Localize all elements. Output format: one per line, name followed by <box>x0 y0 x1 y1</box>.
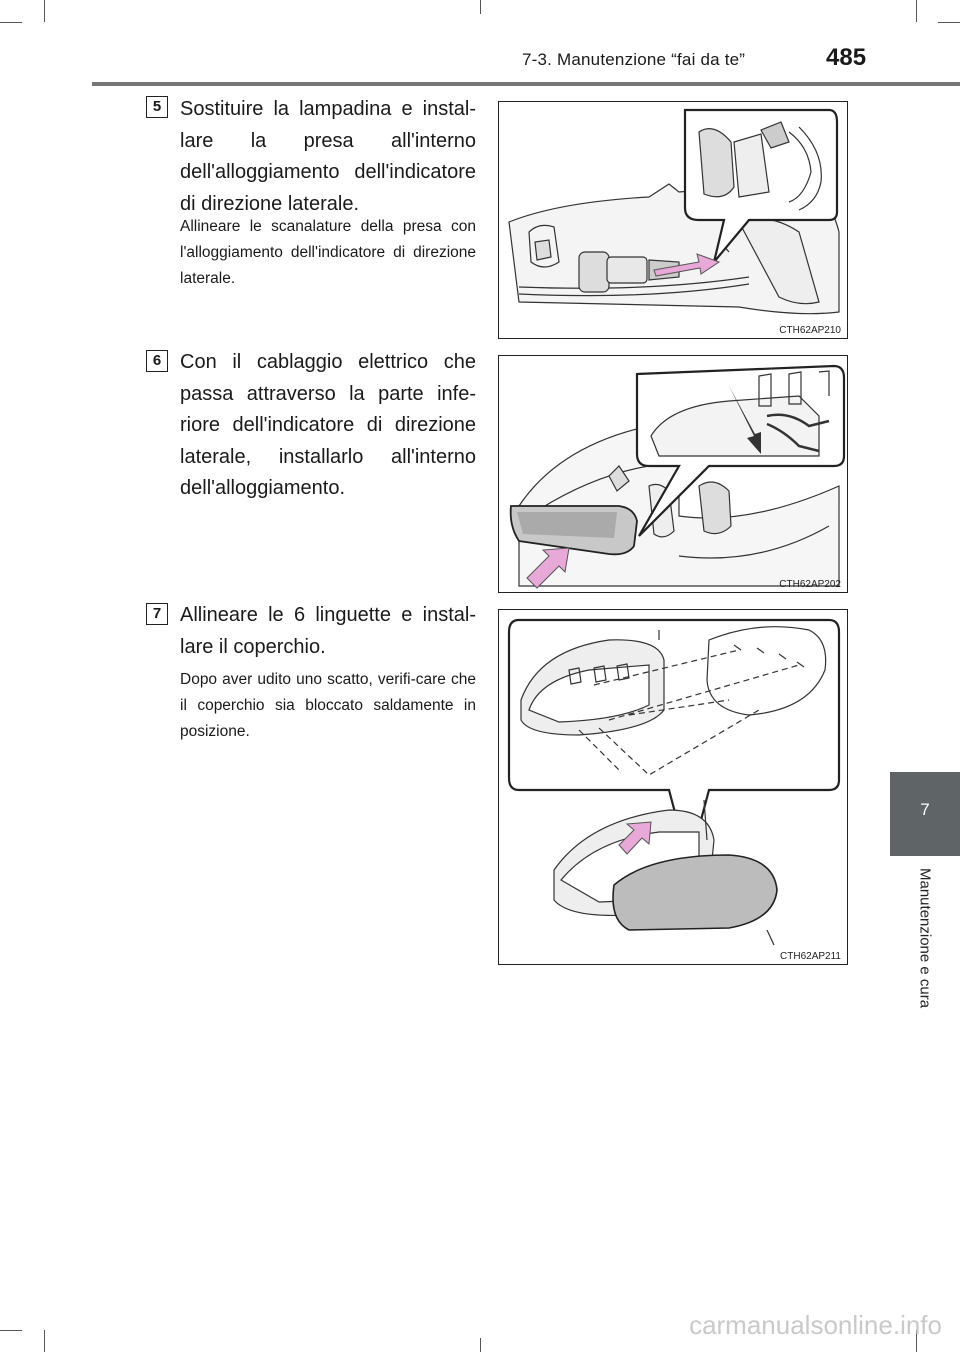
figure-code: CTH62AP202 <box>779 579 841 590</box>
figure-cover-install <box>498 609 848 965</box>
chapter-label-text: Manutenzione e cura <box>916 868 934 1009</box>
wiring-install-illustration <box>499 356 848 593</box>
figure-code: CTH62AP211 <box>780 951 841 962</box>
crop-mark <box>480 0 481 14</box>
crop-mark <box>0 1330 22 1331</box>
step-instruction: Sostituire la lampadina e instal-lare la presa all'interno dell'alloggiamento dell'indicatore di direzione laterale. <box>180 98 476 215</box>
step-number-badge: 7 <box>146 603 168 625</box>
chapter-label <box>890 868 960 1038</box>
page-number: 485 <box>826 44 867 71</box>
step-number-badge: 5 <box>146 96 168 118</box>
crop-mark <box>44 0 45 22</box>
watermark: carmanualsonline.info <box>689 1310 942 1340</box>
section-title: 7-3. Manutenzione “fai da te” <box>522 50 746 69</box>
step-number-badge: 6 <box>146 350 168 372</box>
step-instruction: Allineare le 6 linguette e instal-lare il coperchio. <box>180 604 476 658</box>
crop-mark <box>44 1330 45 1352</box>
crop-mark <box>480 1338 481 1352</box>
figure-code: CTH62AP210 <box>779 325 841 336</box>
step-note: Dopo aver udito uno scatto, verifi-care che il coperchio sia bloccato saldamente in posizione. <box>180 671 476 740</box>
crop-mark <box>0 22 22 23</box>
step-instruction: Con il cablaggio elettrico che passa attraverso la parte infe-riore dell'indicatore di direzione laterale, installarlo all'interno dell'alloggiamento. <box>180 351 476 499</box>
chapter-tab <box>890 772 960 856</box>
crop-mark <box>916 0 917 22</box>
header-rule <box>92 82 960 86</box>
cover-install-illustration <box>499 610 848 965</box>
figure-bulb-socket <box>498 101 848 339</box>
chapter-number: 7 <box>920 800 930 819</box>
figure-wiring-install <box>498 355 848 593</box>
bulb-socket-illustration <box>499 102 848 339</box>
step-note: Allineare le scanalature della presa con l'alloggiamento dell'indicatore di direzione laterale. <box>180 218 476 287</box>
crop-mark <box>938 22 960 23</box>
